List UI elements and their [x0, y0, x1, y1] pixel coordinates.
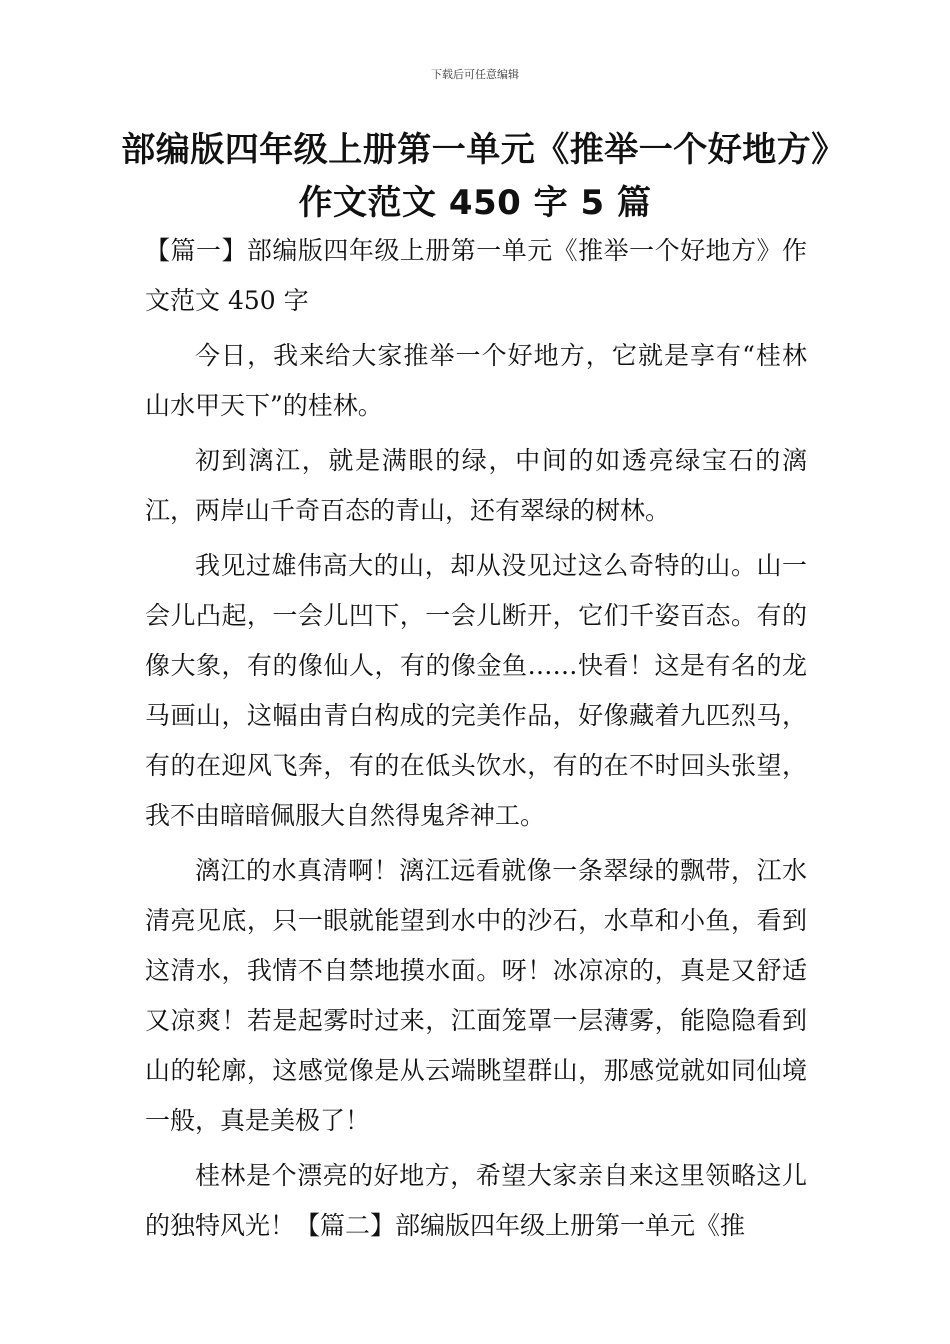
paragraph: 我见过雄伟高大的山，却从没见过这么奇特的山。山一会儿凸起，一会儿凹下，一会儿断开，它们千姿百态。有的像大象，有的像仙人，有的像金鱼……快看！这是有名的龙马画山，这幅由青白构成的完美作品，好像藏着九匹烈马，有的在迎风飞奔，有的在低头饮水，有的在不时回头张望，我不由暗暗佩服大自然得鬼斧神工。 [145, 551, 807, 830]
paragraph: 漓江的水真清啊！漓江远看就像一条翠绿的飘带，江水清亮见底，只一眼就能望到水中的沙石，水草和小鱼，看到这清水，我情不自禁地摸水面。呀！冰凉凉的，真是又舒适又凉爽！若是起雾时过来，江面笼罩一层薄雾，能隐隐看到山的轮廓，这感觉像是从云端眺望群山，那感觉就如同仙境一般，真是美极了！ [145, 856, 807, 1135]
paragraph: 今日，我来给大家推举一个好地方，它就是享有“桂林山水甲天下”的桂林。 [145, 341, 807, 420]
document-title: 部编版四年级上册第一单元《推举一个好地方》作文范文 450 字 5 篇 [121, 130, 829, 223]
paragraph: 桂林是个漂亮的好地方，希望大家亲自来这里领略这儿的独特风光！【篇二】部编版四年级上册第一单元《推 [145, 1161, 807, 1240]
paragraph: 初到漓江，就是满眼的绿，中间的如透亮绿宝石的漓江，两岸山千奇百态的青山，还有翠绿的树林。 [145, 446, 807, 525]
document-body [145, 226, 807, 1251]
section-heading: 【篇一】部编版四年级上册第一单元《推举一个好地方》作文范文 450 字 [145, 236, 807, 315]
header-note: 下载后可任意编辑 [431, 68, 519, 81]
